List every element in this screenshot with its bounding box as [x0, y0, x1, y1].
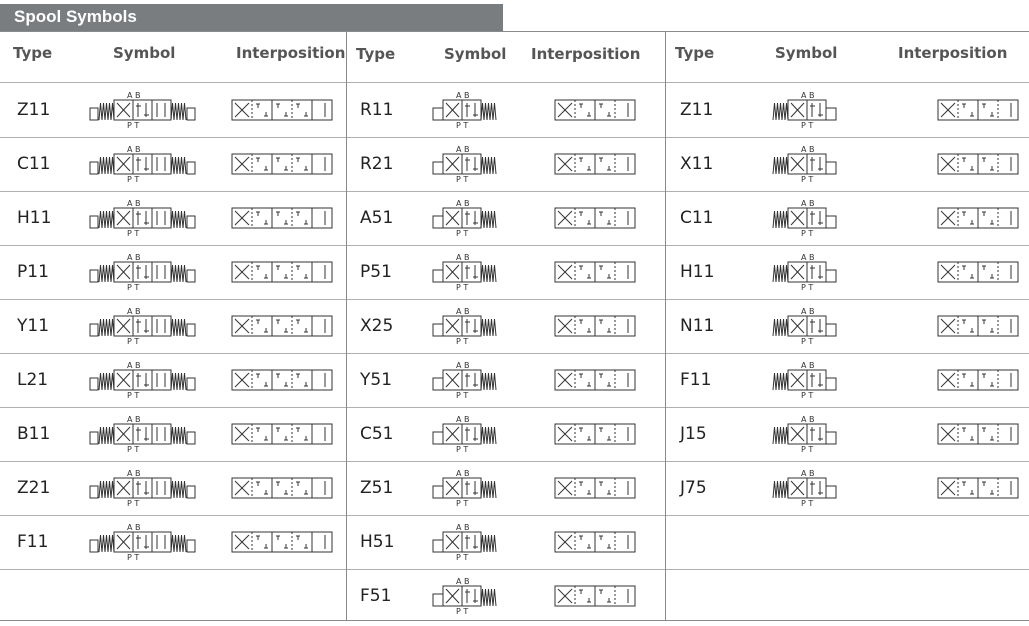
interposition-symbol-icon	[937, 205, 1019, 231]
spool-interposition	[231, 313, 333, 344]
interposition-symbol-icon	[554, 313, 636, 339]
valve-symbol-icon	[425, 198, 515, 238]
spool-symbol	[768, 252, 863, 297]
interposition-symbol-icon	[554, 205, 636, 231]
row-divider	[347, 191, 665, 192]
svg-text:P T: P T	[456, 229, 469, 238]
interposition-symbol-icon	[554, 583, 636, 609]
svg-text:P T: P T	[127, 229, 140, 238]
svg-text:P T: P T	[801, 337, 814, 346]
spool-interposition	[231, 529, 333, 560]
valve-symbol-icon	[768, 360, 863, 400]
svg-text:A B: A B	[127, 145, 141, 154]
svg-text:A B: A B	[801, 253, 815, 262]
svg-text:A B: A B	[127, 469, 141, 478]
valve-symbol-icon	[768, 198, 863, 238]
row-divider	[666, 461, 1029, 462]
spool-interposition	[554, 583, 636, 614]
spool-symbol	[86, 360, 201, 405]
spool-symbol	[86, 414, 201, 459]
valve-symbol-icon	[768, 414, 863, 454]
spool-interposition	[231, 259, 333, 290]
interposition-symbol-icon	[937, 259, 1019, 285]
spool-interposition	[937, 97, 1019, 128]
row-divider	[666, 299, 1029, 300]
svg-text:P T: P T	[127, 499, 140, 508]
svg-text:P T: P T	[801, 229, 814, 238]
row-divider	[666, 245, 1029, 246]
spool-symbol	[425, 360, 515, 405]
svg-text:P T: P T	[801, 121, 814, 130]
svg-text:P T: P T	[456, 337, 469, 346]
spool-type-code: H11	[680, 262, 715, 282]
header-type-1: Type	[13, 44, 53, 62]
spool-interposition	[554, 529, 636, 560]
row-divider	[0, 461, 346, 462]
spool-symbol	[768, 414, 863, 459]
svg-text:A B: A B	[456, 253, 470, 262]
row-divider	[666, 137, 1029, 138]
spool-symbol	[86, 198, 201, 243]
interposition-symbol-icon	[554, 259, 636, 285]
spool-symbol	[425, 522, 515, 567]
interposition-symbol-icon	[937, 313, 1019, 339]
row-divider	[0, 299, 346, 300]
row-divider	[347, 461, 665, 462]
spool-interposition	[937, 205, 1019, 236]
valve-symbol-icon	[86, 468, 201, 508]
spool-type-code: H51	[360, 532, 395, 552]
header-underline-2	[347, 82, 665, 83]
spool-interposition	[937, 421, 1019, 452]
spool-type-code: H11	[17, 208, 52, 228]
row-divider	[0, 569, 346, 570]
spool-symbol	[86, 252, 201, 297]
svg-text:A B: A B	[801, 91, 815, 100]
svg-text:P T: P T	[801, 499, 814, 508]
spool-type-code: J75	[680, 478, 707, 498]
svg-text:P T: P T	[456, 391, 469, 400]
spool-interposition	[231, 205, 333, 236]
svg-text:A B: A B	[801, 199, 815, 208]
column-divider-2	[665, 31, 666, 621]
interposition-symbol-icon	[231, 475, 333, 501]
valve-symbol-icon	[425, 252, 515, 292]
valve-symbol-icon	[425, 306, 515, 346]
spool-symbol	[768, 468, 863, 513]
row-divider	[0, 191, 346, 192]
interposition-symbol-icon	[937, 421, 1019, 447]
spool-type-code: C51	[360, 424, 394, 444]
svg-text:A B: A B	[127, 307, 141, 316]
row-divider	[347, 353, 665, 354]
svg-text:P T: P T	[801, 283, 814, 292]
spool-symbol	[425, 144, 515, 189]
spool-type-code: R21	[360, 154, 394, 174]
svg-text:P T: P T	[456, 121, 469, 130]
spool-interposition	[937, 367, 1019, 398]
valve-symbol-icon	[86, 522, 201, 562]
svg-text:P T: P T	[801, 175, 814, 184]
svg-text:A B: A B	[127, 361, 141, 370]
row-divider	[0, 515, 346, 516]
valve-symbol-icon	[768, 252, 863, 292]
svg-text:P T: P T	[456, 283, 469, 292]
row-divider	[347, 299, 665, 300]
spool-interposition	[231, 367, 333, 398]
spool-interposition	[937, 475, 1019, 506]
interposition-symbol-icon	[554, 475, 636, 501]
svg-text:A B: A B	[456, 523, 470, 532]
spool-interposition	[937, 313, 1019, 344]
interposition-symbol-icon	[937, 97, 1019, 123]
spool-symbol	[425, 90, 515, 135]
spool-interposition	[554, 151, 636, 182]
valve-symbol-icon	[86, 144, 201, 184]
spool-symbol	[425, 252, 515, 297]
svg-text:P T: P T	[127, 391, 140, 400]
row-divider	[347, 515, 665, 516]
interposition-symbol-icon	[231, 529, 333, 555]
spool-symbol	[768, 306, 863, 351]
valve-symbol-icon	[425, 522, 515, 562]
row-divider	[0, 245, 346, 246]
interposition-symbol-icon	[554, 421, 636, 447]
spool-type-code: B11	[17, 424, 51, 444]
spool-type-code: F11	[680, 370, 712, 390]
svg-text:A B: A B	[456, 91, 470, 100]
header-underline-3	[666, 82, 1029, 83]
valve-symbol-icon	[768, 468, 863, 508]
spool-type-code: R11	[360, 100, 394, 120]
row-divider	[666, 407, 1029, 408]
svg-text:P T: P T	[127, 337, 140, 346]
spool-type-code: A51	[360, 208, 394, 228]
spool-symbol	[86, 144, 201, 189]
spool-symbol	[425, 414, 515, 459]
spool-interposition	[554, 475, 636, 506]
svg-text:P T: P T	[127, 283, 140, 292]
svg-text:P T: P T	[127, 445, 140, 454]
svg-text:A B: A B	[127, 253, 141, 262]
interposition-symbol-icon	[231, 97, 333, 123]
valve-symbol-icon	[768, 144, 863, 184]
spool-type-code: X25	[360, 316, 394, 336]
header-interposition-3: Interposition	[898, 44, 1008, 62]
interposition-symbol-icon	[937, 151, 1019, 177]
svg-text:P T: P T	[127, 175, 140, 184]
spool-symbol	[86, 90, 201, 135]
valve-symbol-icon	[425, 90, 515, 130]
header-symbol-3: Symbol	[775, 44, 838, 62]
spool-interposition	[554, 313, 636, 344]
svg-text:P T: P T	[127, 121, 140, 130]
row-divider	[666, 353, 1029, 354]
header-symbol-1: Symbol	[113, 44, 176, 62]
spool-type-code: C11	[680, 208, 714, 228]
interposition-symbol-icon	[231, 421, 333, 447]
interposition-symbol-icon	[554, 529, 636, 555]
spool-interposition	[937, 151, 1019, 182]
valve-symbol-icon	[86, 90, 201, 130]
svg-text:A B: A B	[127, 91, 141, 100]
row-divider	[0, 353, 346, 354]
spool-interposition	[554, 367, 636, 398]
interposition-symbol-icon	[231, 367, 333, 393]
row-divider	[347, 569, 665, 570]
spool-interposition	[554, 421, 636, 452]
spool-interposition	[231, 151, 333, 182]
spool-type-code: Z11	[17, 100, 51, 120]
spool-type-code: F11	[17, 532, 49, 552]
spool-symbol	[768, 90, 863, 135]
header-interposition-1: Interposition	[236, 44, 346, 62]
spool-symbol	[425, 198, 515, 243]
spool-type-code: J15	[680, 424, 707, 444]
valve-symbol-icon	[86, 360, 201, 400]
spool-interposition	[554, 97, 636, 128]
svg-text:P T: P T	[456, 499, 469, 508]
interposition-symbol-icon	[937, 367, 1019, 393]
svg-text:A B: A B	[801, 415, 815, 424]
interposition-symbol-icon	[231, 205, 333, 231]
interposition-symbol-icon	[554, 367, 636, 393]
spool-symbol	[768, 144, 863, 189]
row-divider	[666, 569, 1029, 570]
spool-symbol	[425, 306, 515, 351]
row-divider	[347, 137, 665, 138]
spool-symbol	[86, 306, 201, 351]
svg-text:P T: P T	[456, 445, 469, 454]
spool-type-code: N11	[680, 316, 715, 336]
row-divider	[666, 515, 1029, 516]
header-type-3: Type	[675, 44, 715, 62]
spool-symbol	[86, 468, 201, 513]
valve-symbol-icon	[768, 306, 863, 346]
svg-text:A B: A B	[801, 307, 815, 316]
row-divider	[666, 191, 1029, 192]
spool-type-code: Y51	[360, 370, 393, 390]
valve-symbol-icon	[425, 144, 515, 184]
header-type-2: Type	[356, 45, 396, 63]
column-divider-1	[346, 31, 347, 621]
valve-symbol-icon	[86, 198, 201, 238]
svg-text:A B: A B	[456, 577, 470, 586]
svg-text:A B: A B	[456, 415, 470, 424]
spool-type-code: C11	[17, 154, 51, 174]
valve-symbol-icon	[425, 576, 515, 616]
header-underline-1	[0, 82, 346, 83]
spool-interposition	[231, 97, 333, 128]
svg-text:A B: A B	[127, 415, 141, 424]
svg-text:P T: P T	[127, 553, 140, 562]
spool-symbol	[768, 198, 863, 243]
spool-type-code: Z21	[17, 478, 51, 498]
valve-symbol-icon	[768, 90, 863, 130]
svg-text:P T: P T	[801, 391, 814, 400]
svg-text:A B: A B	[127, 523, 141, 532]
spool-interposition	[937, 259, 1019, 290]
interposition-symbol-icon	[231, 313, 333, 339]
svg-text:P T: P T	[456, 553, 469, 562]
spool-interposition	[231, 475, 333, 506]
valve-symbol-icon	[425, 360, 515, 400]
section-banner	[0, 4, 503, 31]
spool-type-code: Y11	[17, 316, 50, 336]
interposition-symbol-icon	[937, 475, 1019, 501]
svg-text:A B: A B	[801, 145, 815, 154]
header-interposition-2: Interposition	[531, 45, 641, 63]
top-rule	[0, 31, 1029, 32]
svg-text:A B: A B	[801, 361, 815, 370]
valve-symbol-icon	[86, 306, 201, 346]
interposition-symbol-icon	[231, 151, 333, 177]
svg-text:A B: A B	[456, 469, 470, 478]
spool-type-code: Z51	[360, 478, 394, 498]
svg-text:A B: A B	[801, 469, 815, 478]
row-divider	[347, 407, 665, 408]
svg-text:P T: P T	[456, 607, 469, 616]
valve-symbol-icon	[425, 414, 515, 454]
spool-symbol	[86, 522, 201, 567]
interposition-symbol-icon	[554, 97, 636, 123]
svg-text:P T: P T	[801, 445, 814, 454]
interposition-symbol-icon	[554, 151, 636, 177]
svg-text:A B: A B	[127, 199, 141, 208]
spool-interposition	[554, 205, 636, 236]
header-symbol-2: Symbol	[444, 45, 507, 63]
valve-symbol-icon	[86, 414, 201, 454]
spool-symbol	[768, 360, 863, 405]
spool-type-code: P11	[17, 262, 49, 282]
svg-text:A B: A B	[456, 145, 470, 154]
spool-type-code: L21	[17, 370, 49, 390]
svg-text:A B: A B	[456, 199, 470, 208]
row-divider	[347, 245, 665, 246]
spool-type-code: X11	[680, 154, 714, 174]
svg-text:A B: A B	[456, 361, 470, 370]
spool-type-code: Z11	[680, 100, 714, 120]
valve-symbol-icon	[86, 252, 201, 292]
spool-type-code: F51	[360, 586, 392, 606]
section-title: Spool Symbols	[14, 7, 137, 26]
spool-symbol	[425, 468, 515, 513]
valve-symbol-icon	[425, 468, 515, 508]
svg-text:A B: A B	[456, 307, 470, 316]
row-divider	[0, 407, 346, 408]
interposition-symbol-icon	[231, 259, 333, 285]
spool-symbol	[425, 576, 515, 621]
spool-interposition	[231, 421, 333, 452]
spool-type-code: P51	[360, 262, 392, 282]
svg-text:P T: P T	[456, 175, 469, 184]
row-divider	[0, 137, 346, 138]
spool-interposition	[554, 259, 636, 290]
